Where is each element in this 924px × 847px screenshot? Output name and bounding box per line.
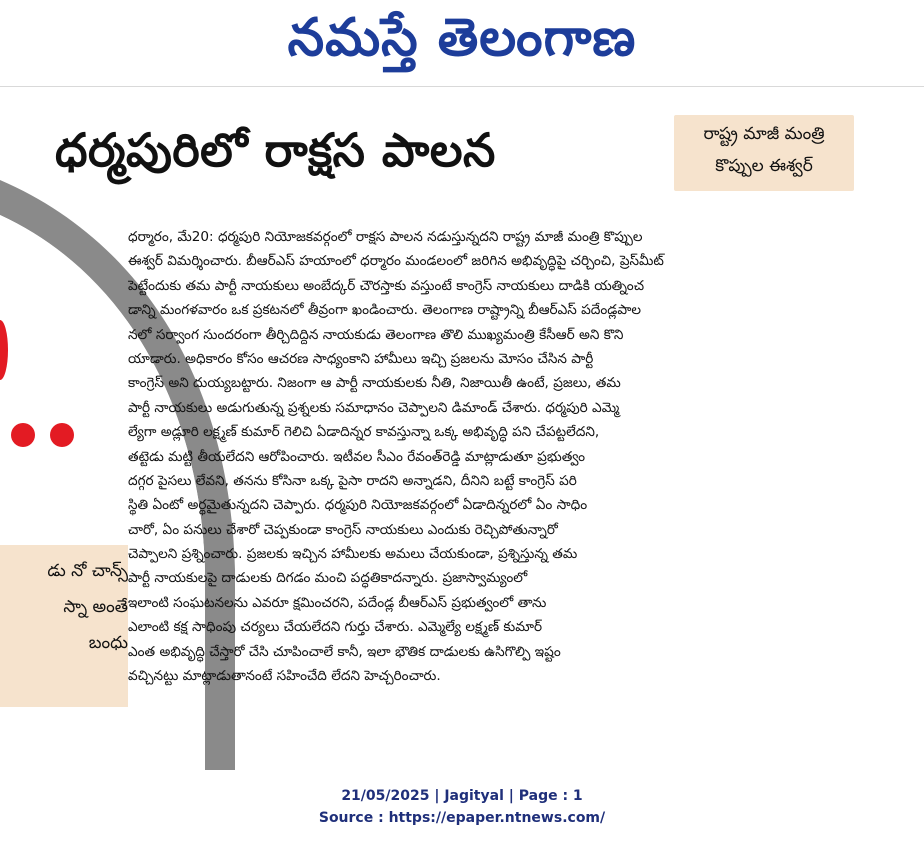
body-line: దగ్గర పైసలు లేవని, తనను కోసినా ఒక్క పైసా రాదని అన్నాడని, దీనిని బట్టే కాంగ్రెస్ పరి [128,472,577,489]
masthead-divider [0,86,924,87]
body-line: కాంగ్రెస్ అని దుయ్యబట్టారు. నిజంగా ఆ పార్టీ నాయకులకు నీతి, నిజాయితీ ఉంటే, ప్రజలు, తమ [128,375,621,392]
byline-box [674,115,854,191]
body-line: యాడారు. అధికారం కోసం ఆచరణ సాధ్యంకాని హామీలు ఇచ్చి ప్రజలను మోసం చేసిన పార్టీ [128,350,594,367]
byline-name: కొప్పుల ఈశ్వర్ [715,156,813,176]
body-line: ఎంత అభివృద్ధి చేస్తారో చేసి చూపించాలే కానీ, ఇలా భౌతిక దాడులకు ఉసిగొల్పి ఇష్టం [128,643,561,660]
byline-title: రాష్ట్ర మాజీ మంత్రి [703,124,825,144]
body-line: ఈశ్వర్ విమర్శించారు. బీఆర్ఎస్ హయాంలో ధర్మారం మండలంలో జరిగిన అభివృద్ధిపై చర్చించి, ప్రెస్‌మీట్ [128,253,664,270]
body-line: చెప్పాలని ప్రశ్నించారు. ప్రజలకు ఇచ్చిన హామీలకు అమలు చేయకుండా, ప్రశ్నిస్తున్న తమ [128,546,578,563]
body-line: వచ్చినట్టు మాట్లాడుతానంటే సహించేది లేదని హెచ్చరించారు. [128,668,441,685]
masthead-logo: నమస్తే తెలంగాణ [287,7,637,68]
body-line: ల్యేగా అడ్లూరి లక్ష్మణ్ కుమార్ గెలిచి ఏడాదిన్నర కావస్తున్నా ఒక్క అభివృద్ధి పని చేపట్టలేదని, [128,424,600,441]
body-line: ఎలాంటి కక్ష సాధింపు చర్యలు చేయలేదని గుర్తు చేశారు. ఎమ్మెల్యే లక్ష్మణ్ కుమార్ [128,619,543,636]
body-line: ఇలాంటి సంఘటనలను ఎవరూ క్షమించరని, పదేండ్ల బీఆర్ఎస్ ప్రభుత్వంలో తాను [128,594,547,611]
side-box [0,545,128,707]
body-line: తట్టెడు మట్టి తీయలేదని ఆరోపించారు. ఇటీవల సీఎం రేవంత్‌రెడ్డి మాట్లాడుతూ ప్రభుత్వం [128,448,586,465]
red-dot-3 [50,423,74,447]
body-line: నలో సర్వాంగ సుందరంగా తీర్చిదిద్దిన నాయకుడు తెలంగాణ తొలి ముఖ్యమంత్రి కేసీఆర్ అని కొని [128,326,624,343]
body-line: ధర్మారం, మే20: ధర్మపురి నియోజకవర్గంలో రాక్షస పాలన నడుస్తున్నదని రాష్ట్ర మాజీ మంత్రి కొప్పుల [128,229,643,245]
article-headline: ధర్మపురిలో రాక్షస పాలన [55,123,496,177]
body-line: పార్టీ నాయకులపై దాడులకు దిగడం మంచి పద్ధతికాదన్నారు. ప్రజాస్వామ్యంలో [128,570,528,587]
side-box-line: డు నో చాన్స్ [47,561,128,581]
side-box-line: స్నా అంతే [63,597,128,617]
footer-source-link[interactable]: Source : https://epaper.ntnews.com/ [318,810,606,826]
article-body [128,225,846,750]
body-line: పార్టీ నాయకులు అడుగుతున్న ప్రశ్నలకు సమాధానం చెప్పాలని డిమాండ్ చేశారు. ధర్మపురి ఎమ్మె [128,399,620,416]
body-line: పెట్టేందుకు తమ పార్టీ నాయకులు అంబేద్కర్ చౌరస్తాకు వస్తుంటే కాంగ్రెస్ నాయకులు దాడికి యత్నించ [128,277,645,294]
page-footer [0,785,924,829]
side-box-line: బంధు [88,633,128,653]
body-line: డాన్ని మంగళవారం ఒక ప్రకటనలో తీవ్రంగా ఖండించారు. తెలంగాణ రాష్ట్రాన్ని బీఆర్ఎస్ పదేండ్లపాల [128,302,641,319]
footer-date-edition: 21/05/2025 | Jagityal | Page : 1 [341,788,583,804]
red-dot-2 [11,423,35,447]
body-line: స్థితి ఏంటో అర్థమైతున్నదని చెప్పారు. ధర్మపురి నియోజకవర్గంలో ఏడాదిన్నరలో ఏం సాధిం [128,497,588,514]
body-line: చారో, ఏం పనులు చేశారో చెప్పకుండా కాంగ్రెస్ నాయకులు ఎందుకు రెచ్చిపోతున్నారో [128,521,558,538]
